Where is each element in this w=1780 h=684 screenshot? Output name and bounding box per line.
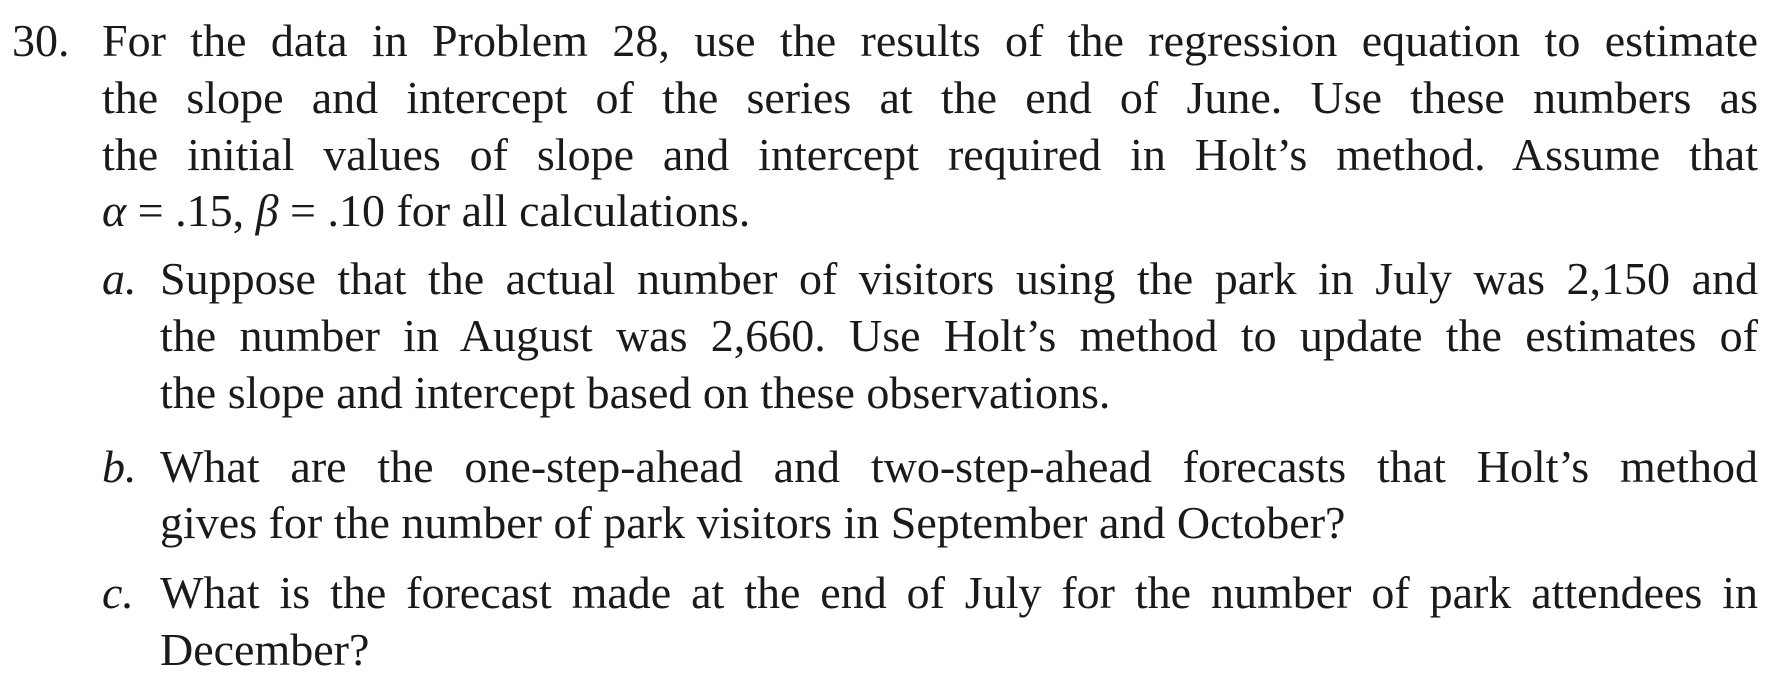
part-c-letter: c.: [102, 567, 134, 618]
intro-line-3: the initial values of slope and intercept required in Holt’s method. Assume that: [102, 129, 1758, 180]
beta-symbol: β: [255, 185, 279, 236]
part-b-line-1: What are the one-step-ahead and two-step-ahead forecasts that Holt’s method: [160, 441, 1758, 492]
part-a-letter: a.: [102, 253, 137, 304]
part-a-line-3: the slope and intercept based on these observations.: [160, 367, 1111, 418]
part-b-letter: b.: [102, 441, 137, 492]
intro-line-1: For the data in Problem 28, use the results of the regression equation to estimate: [102, 15, 1758, 66]
beta-value: = .10 for all calculations.: [278, 185, 751, 236]
problem-number: 30.: [12, 15, 70, 66]
parameter-line: [102, 185, 751, 236]
part-a-line-2: the number in August was 2,660. Use Holt’s method to update the estimates of: [160, 310, 1758, 361]
part-b-line-2: gives for the number of park visitors in September and October?: [160, 497, 1346, 548]
part-a-line-1: Suppose that the actual number of visitors using the park in July was 2,150 and: [160, 253, 1758, 304]
intro-line-2: the slope and intercept of the series at the end of June. Use these numbers as: [102, 72, 1758, 123]
alpha-value: = .15,: [126, 185, 256, 236]
part-c-line-2: December?: [160, 624, 370, 675]
part-c-line-1: What is the forecast made at the end of July for the number of park attendees in: [160, 567, 1758, 618]
alpha-symbol: α: [102, 185, 127, 236]
